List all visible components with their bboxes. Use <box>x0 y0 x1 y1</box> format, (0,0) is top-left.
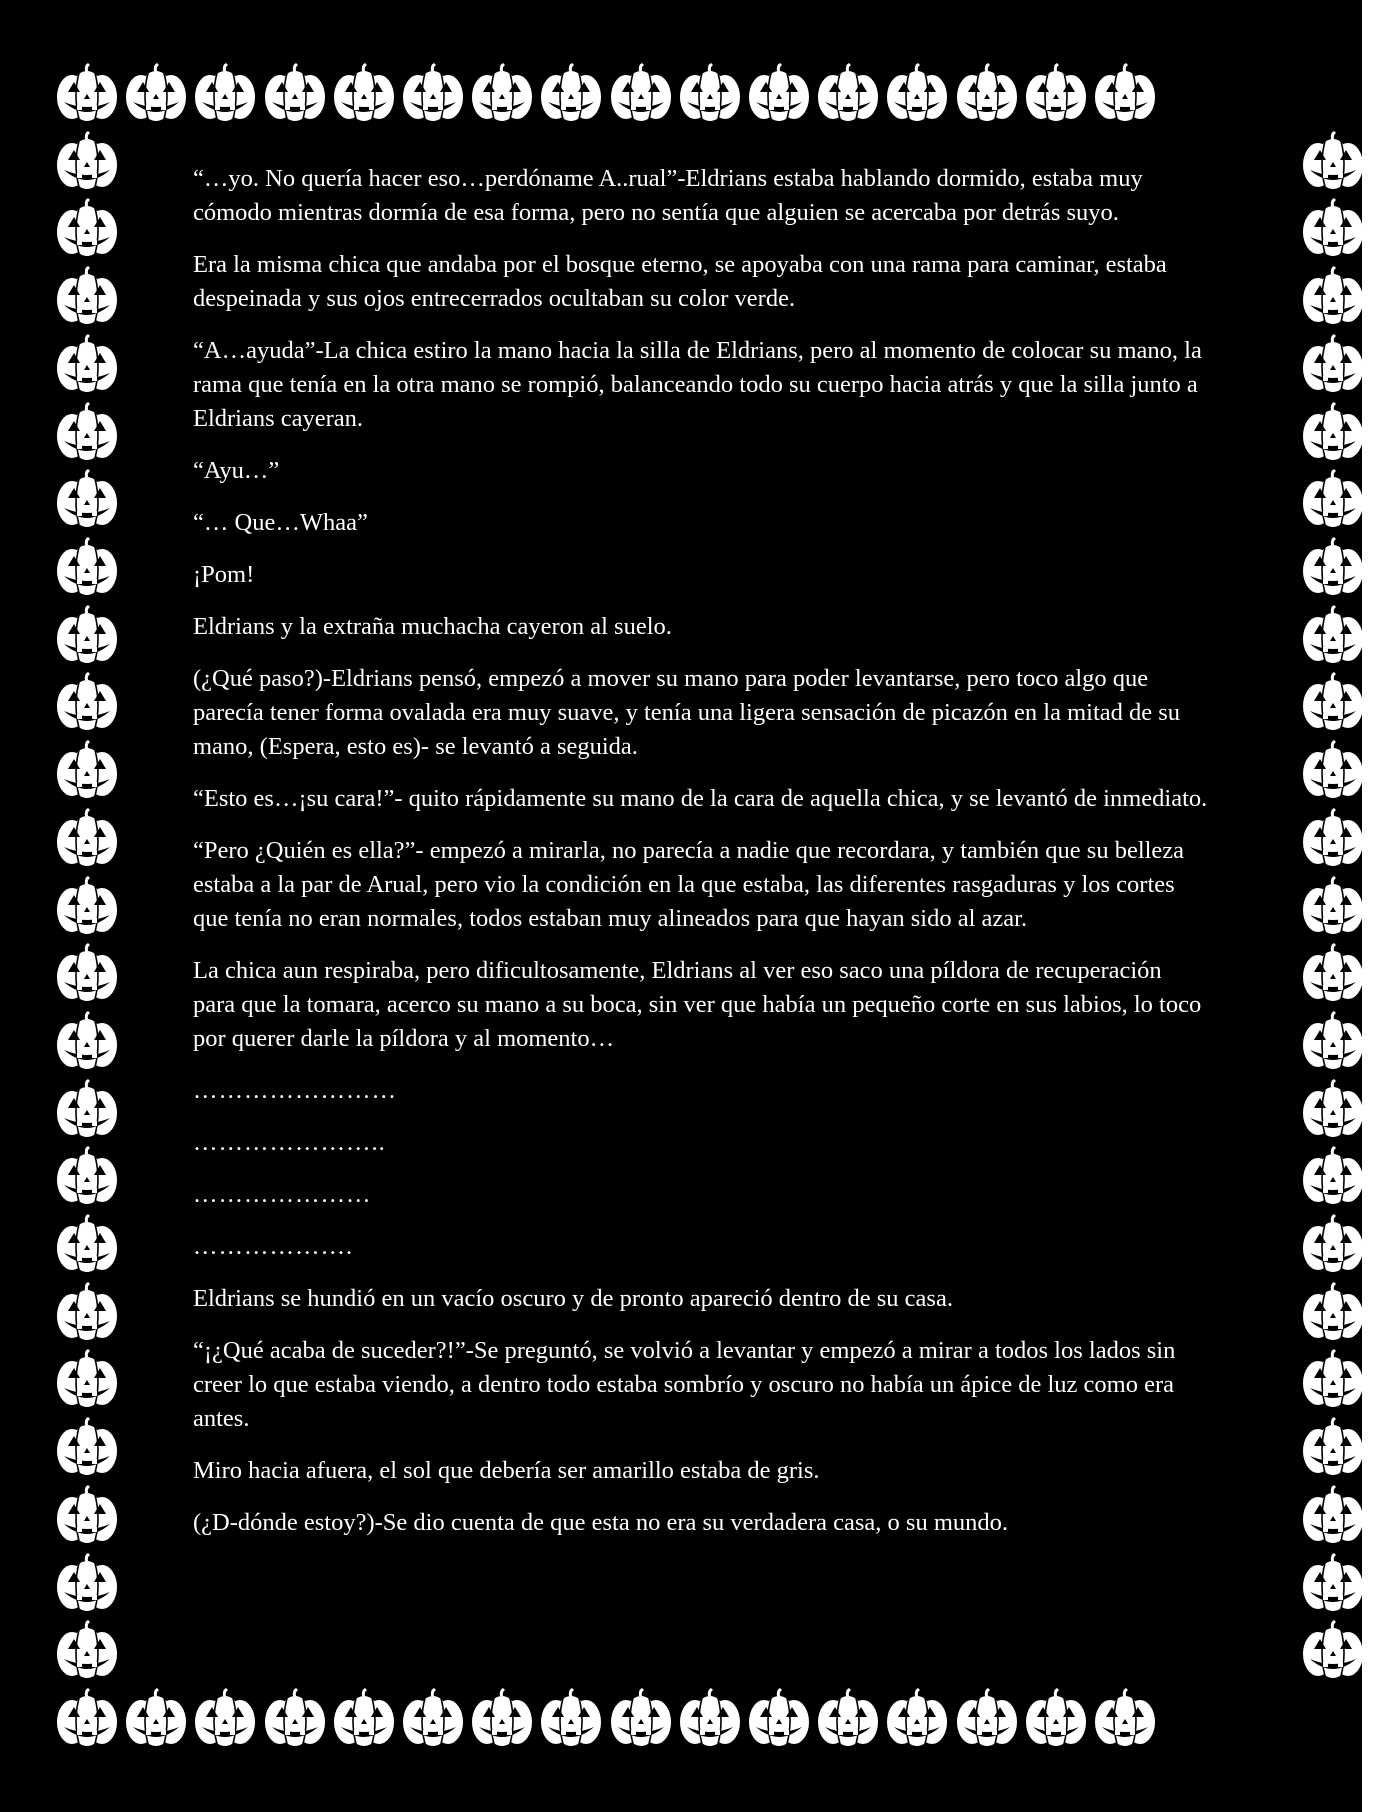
jack-o-lantern-icon <box>678 62 742 124</box>
jack-o-lantern-icon <box>955 1687 1019 1749</box>
jack-o-lantern-icon <box>678 1687 742 1749</box>
jack-o-lantern-icon <box>1301 265 1362 327</box>
jack-o-lantern-icon <box>1301 807 1362 869</box>
jack-o-lantern-icon <box>332 62 396 124</box>
jack-o-lantern-icon <box>55 1145 119 1207</box>
ellipsis-line: …………………… <box>193 1077 397 1104</box>
jack-o-lantern-icon <box>401 62 465 124</box>
ellipsis-line: ………………… <box>193 1181 372 1208</box>
jack-o-lantern-icon <box>1301 1619 1362 1681</box>
jack-o-lantern-icon <box>539 62 603 124</box>
jack-o-lantern-icon <box>1301 1078 1362 1140</box>
paragraph: Eldrians y la extraña muchacha cayeron al suelo. <box>193 613 672 640</box>
jack-o-lantern-icon <box>55 197 119 259</box>
paragraph: “Esto es…¡su cara!”- quito rápidamente su mano de la cara de aquella chica, y se levantó de inmediato. <box>193 785 1208 812</box>
paragraph: “¡¿Qué acaba de suceder?!”-Se preguntó, se volvió a levantar y empezó a mirar a todos los lados sin creer lo que estaba viendo, a dentro todo estaba sombrío y oscuro no había un ápice de luz como era antes. <box>193 1337 1176 1432</box>
jack-o-lantern-icon <box>55 1078 119 1140</box>
paragraph: “Ayu…” <box>193 457 280 484</box>
paragraph: “A…ayuda”-La chica estiro la mano hacia la silla de Eldrians, pero al momento de colocar su mano, la rama que tenía en la otra mano se rompió, balanceando todo su cuerpo hacia atrás y que la silla junto a Eldrians cayeran. <box>193 337 1202 432</box>
jack-o-lantern-icon <box>263 62 327 124</box>
jack-o-lantern-icon <box>885 62 949 124</box>
jack-o-lantern-icon <box>470 62 534 124</box>
jack-o-lantern-icon <box>747 1687 811 1749</box>
jack-o-lantern-icon <box>1301 401 1362 463</box>
jack-o-lantern-icon <box>55 942 119 1004</box>
jack-o-lantern-icon <box>955 62 1019 124</box>
jack-o-lantern-icon <box>401 1687 465 1749</box>
jack-o-lantern-icon <box>1301 1416 1362 1478</box>
jack-o-lantern-icon <box>539 1687 603 1749</box>
paragraph: “… Que…Whaa” <box>193 509 368 536</box>
jack-o-lantern-icon <box>124 1687 188 1749</box>
jack-o-lantern-icon <box>1301 942 1362 1004</box>
jack-o-lantern-icon <box>332 1687 396 1749</box>
jack-o-lantern-icon <box>55 1687 119 1749</box>
jack-o-lantern-icon <box>55 62 119 124</box>
jack-o-lantern-icon <box>55 468 119 530</box>
jack-o-lantern-icon <box>55 333 119 395</box>
jack-o-lantern-icon <box>55 1010 119 1072</box>
jack-o-lantern-icon <box>1301 1281 1362 1343</box>
jack-o-lantern-icon <box>263 1687 327 1749</box>
paragraph: Miro hacia afuera, el sol que debería ser amarillo estaba de gris. <box>193 1457 820 1484</box>
jack-o-lantern-icon <box>193 62 257 124</box>
paragraph: Eldrians se hundió en un vacío oscuro y de pronto apareció dentro de su casa. <box>193 1285 953 1312</box>
jack-o-lantern-icon <box>55 130 119 192</box>
jack-o-lantern-icon <box>55 265 119 327</box>
jack-o-lantern-icon <box>1301 1552 1362 1614</box>
jack-o-lantern-icon <box>816 62 880 124</box>
jack-o-lantern-icon <box>1301 1145 1362 1207</box>
jack-o-lantern-icon <box>55 401 119 463</box>
jack-o-lantern-icon <box>1301 1213 1362 1275</box>
jack-o-lantern-icon <box>55 1348 119 1410</box>
jack-o-lantern-icon <box>55 1213 119 1275</box>
jack-o-lantern-icon <box>55 536 119 598</box>
jack-o-lantern-icon <box>1301 604 1362 666</box>
jack-o-lantern-icon <box>55 875 119 937</box>
paragraph: Era la misma chica que andaba por el bosque eterno, se apoyaba con una rama para caminar, estaba despeinada y sus ojos entrecerrados ocultaban su color verde. <box>193 251 1167 312</box>
jack-o-lantern-icon <box>193 1687 257 1749</box>
paragraph: “…yo. No quería hacer eso…perdóname A..rual”-Eldrians estaba hablando dormido, estaba muy cómodo mientras dormía de esa forma, pero no sentía que alguien se acercaba por detrás suyo. <box>193 165 1143 226</box>
jack-o-lantern-icon <box>55 1416 119 1478</box>
jack-o-lantern-icon <box>1024 62 1088 124</box>
jack-o-lantern-icon <box>609 62 673 124</box>
ellipsis-line: ………………. <box>193 1233 354 1260</box>
jack-o-lantern-icon <box>1301 130 1362 192</box>
jack-o-lantern-icon <box>1301 1010 1362 1072</box>
jack-o-lantern-icon <box>1301 1484 1362 1546</box>
jack-o-lantern-icon <box>470 1687 534 1749</box>
jack-o-lantern-icon <box>1301 671 1362 733</box>
paragraph: “Pero ¿Quién es ella?”- empezó a mirarla, no parecía a nadie que recordara, y también que su belleza estaba a la par de Arual, pero vio la condición en la que estaba, las diferentes rasgaduras y los cortes que tenía no eran normales, todos estaban muy alineados para que hayan sido al azar. <box>193 837 1185 932</box>
jack-o-lantern-icon <box>55 604 119 666</box>
jack-o-lantern-icon <box>1301 739 1362 801</box>
story-text <box>193 162 1208 1558</box>
paragraph: (¿Qué paso?)-Eldrians pensó, empezó a mover su mano para poder levantarse, pero toco algo que parecía tener forma ovalada era muy suave, y tenía una ligera sensación de picazón en la mitad de su mano, (Espera, esto es)- se levantó a seguida. <box>193 665 1181 760</box>
jack-o-lantern-icon <box>55 1552 119 1614</box>
jack-o-lantern-icon <box>124 62 188 124</box>
jack-o-lantern-icon <box>1301 197 1362 259</box>
jack-o-lantern-icon <box>55 807 119 869</box>
jack-o-lantern-icon <box>55 1281 119 1343</box>
paragraph: ¡Pom! <box>193 561 255 588</box>
jack-o-lantern-icon <box>1301 1348 1362 1410</box>
jack-o-lantern-icon <box>1093 1687 1157 1749</box>
jack-o-lantern-icon <box>55 1619 119 1681</box>
jack-o-lantern-icon <box>55 1484 119 1546</box>
jack-o-lantern-icon <box>55 671 119 733</box>
jack-o-lantern-icon <box>1024 1687 1088 1749</box>
jack-o-lantern-icon <box>816 1687 880 1749</box>
jack-o-lantern-icon <box>747 62 811 124</box>
paragraph: (¿D-dónde estoy?)-Se dio cuenta de que esta no era su verdadera casa, o su mundo. <box>193 1509 1008 1536</box>
jack-o-lantern-icon <box>609 1687 673 1749</box>
jack-o-lantern-icon <box>1301 875 1362 937</box>
jack-o-lantern-icon <box>1301 536 1362 598</box>
jack-o-lantern-icon <box>1301 468 1362 530</box>
jack-o-lantern-icon <box>885 1687 949 1749</box>
jack-o-lantern-icon <box>55 739 119 801</box>
paragraph: La chica aun respiraba, pero dificultosamente, Eldrians al ver eso saco una píldora de recuperación para que la tomara, acerco su mano a su boca, sin ver que había un pequeño corte en sus labios, lo toco por querer darle la píldora y al momento… <box>193 957 1202 1052</box>
ellipsis-line: ………………….. <box>193 1129 386 1156</box>
jack-o-lantern-icon <box>1301 333 1362 395</box>
jack-o-lantern-icon <box>1093 62 1157 124</box>
